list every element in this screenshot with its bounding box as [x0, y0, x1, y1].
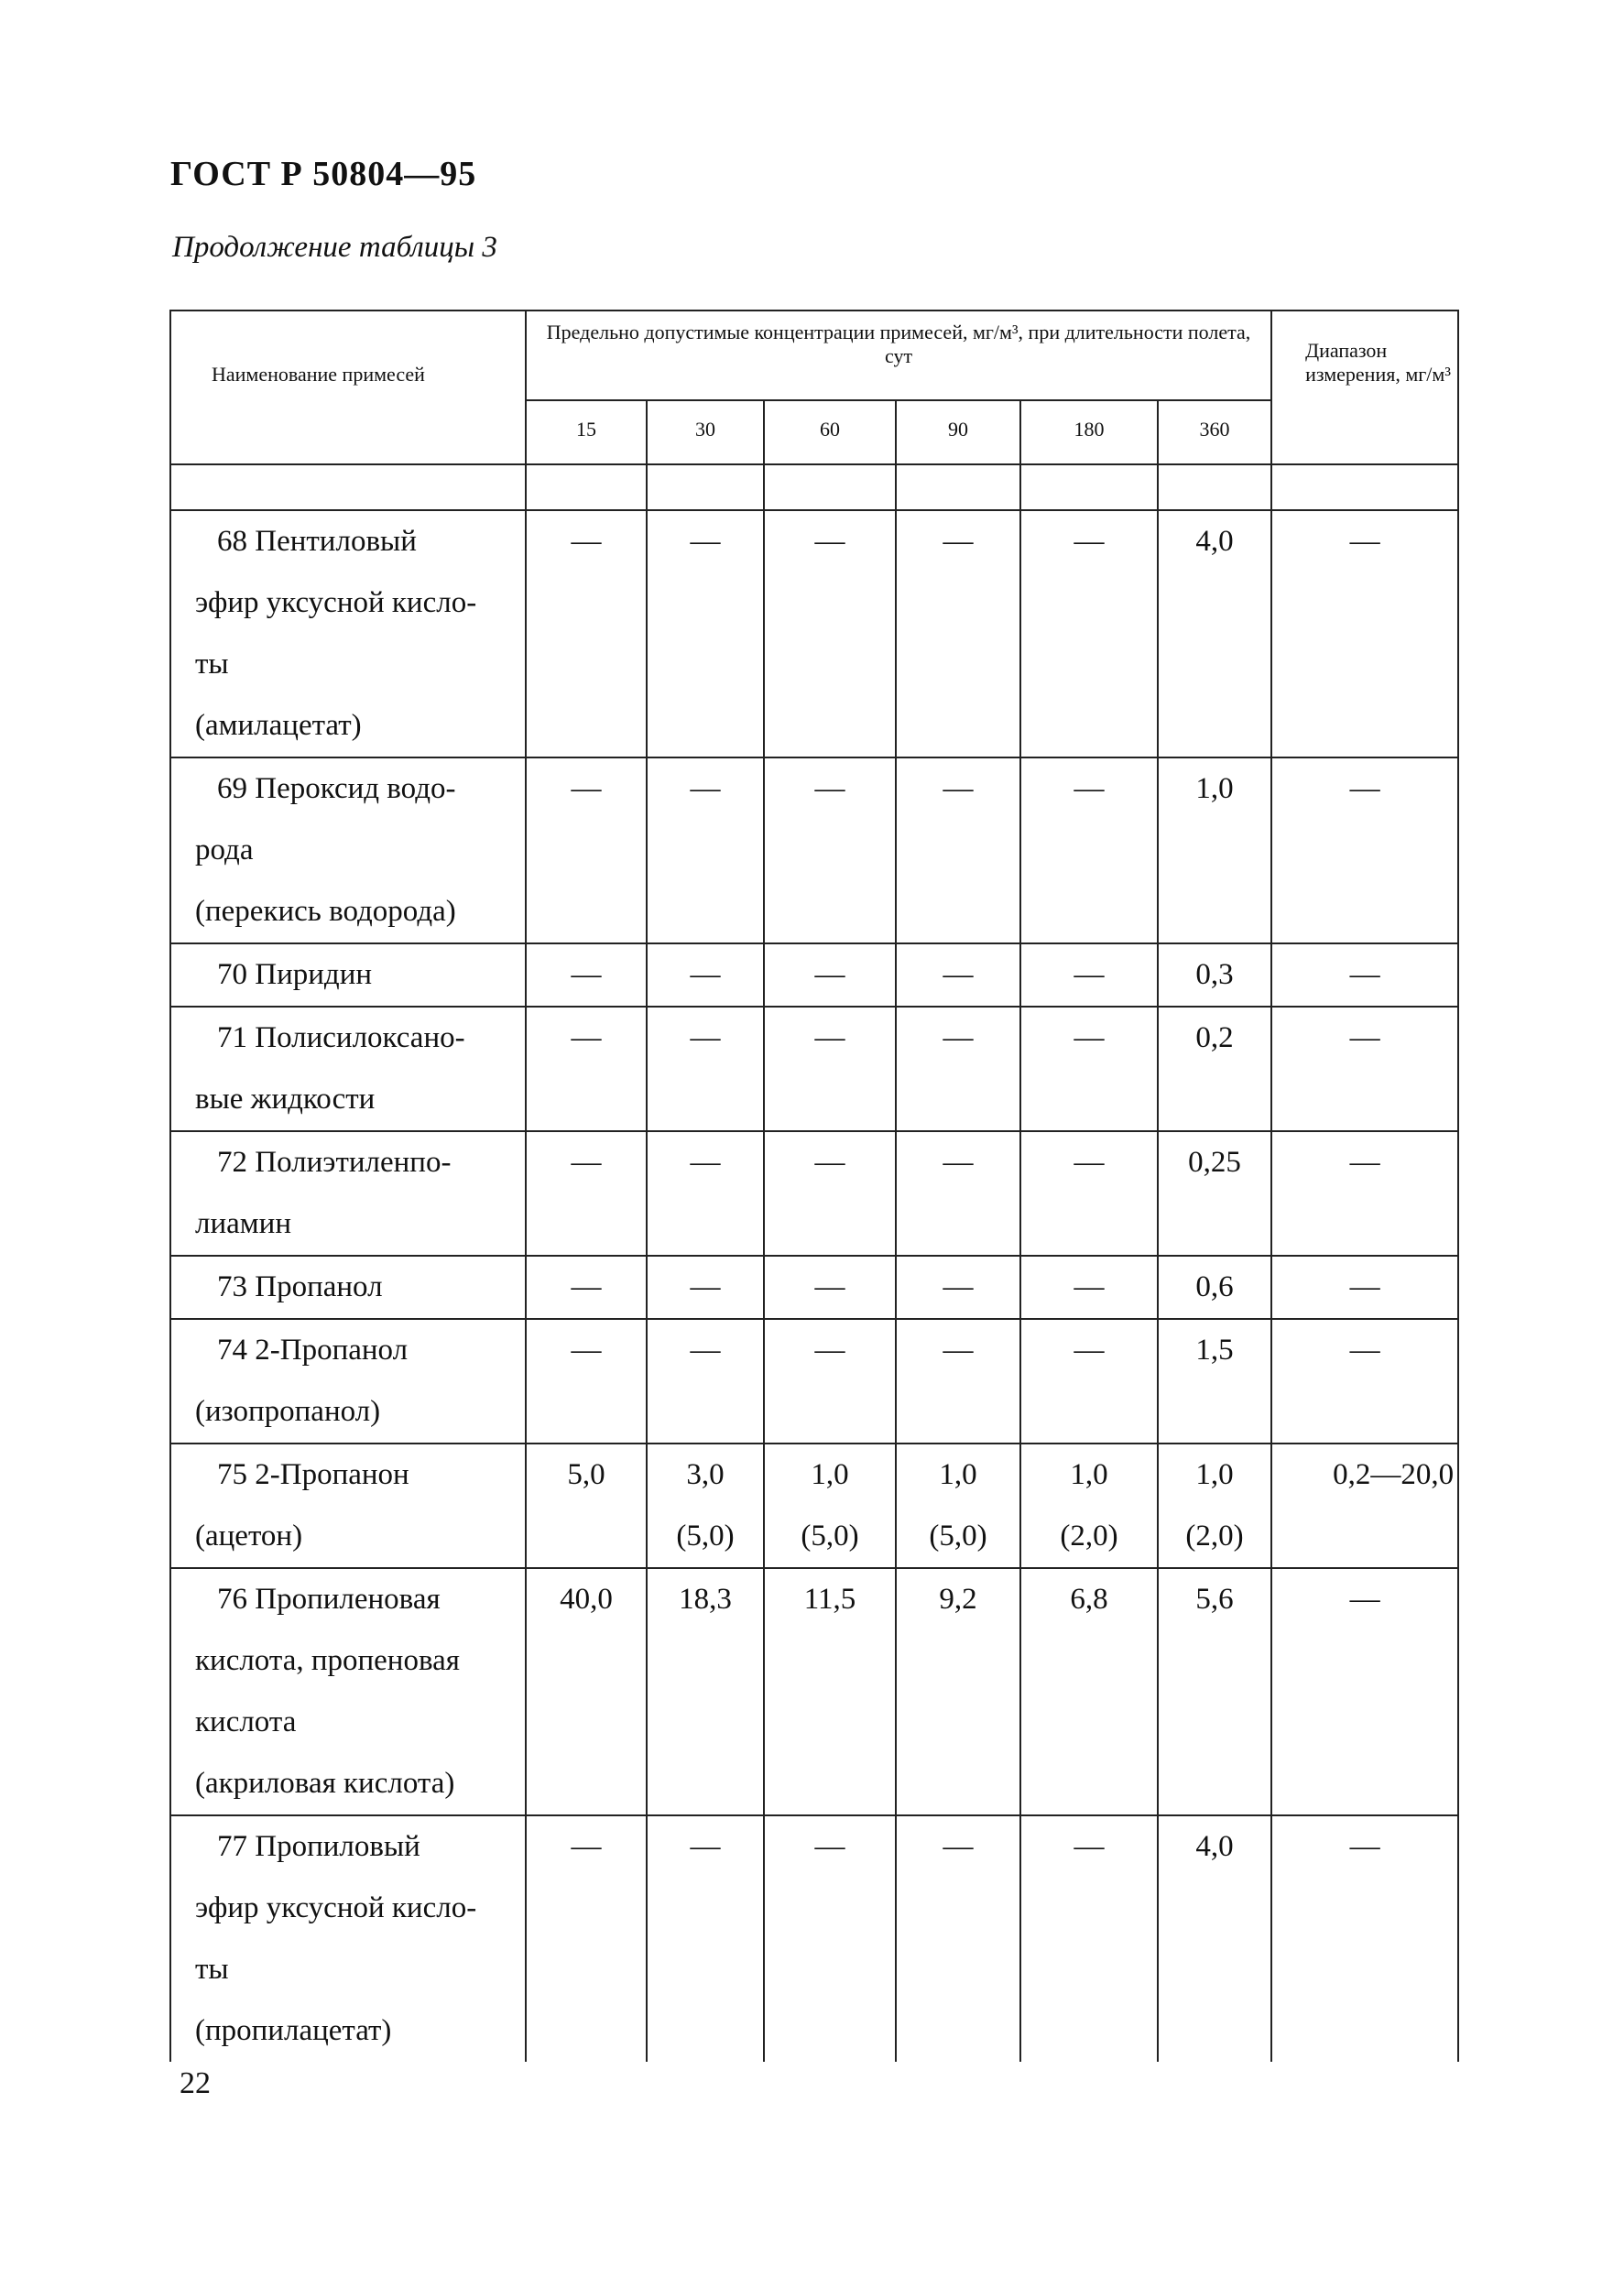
limit-value-cell	[647, 757, 764, 943]
limit-value: —	[814, 1270, 845, 1303]
limit-value: —	[571, 958, 602, 991]
impurity-name-line: 73 Пропанол	[217, 1270, 383, 1303]
limit-value-cell	[1158, 943, 1271, 1007]
limit-value: 0,3	[1195, 958, 1234, 991]
impurity-name-line: 77 Пропиловый	[217, 1830, 420, 1863]
limit-value-cell	[647, 1131, 764, 1256]
measurement-range-cell: —	[1271, 1568, 1458, 1815]
limit-value: —	[690, 1146, 721, 1179]
measurement-range-cell: —	[1271, 1256, 1458, 1319]
impurity-name-line: (изопропанол)	[195, 1395, 381, 1428]
impurity-name-line: вые жидкости	[195, 1083, 376, 1116]
limit-value: 5,0	[567, 1458, 605, 1491]
limit-value-cell	[896, 1256, 1020, 1319]
limit-value-cell	[764, 1444, 896, 1568]
limit-value-cell	[1158, 1131, 1271, 1256]
measurement-range-cell: —	[1271, 1131, 1458, 1256]
impurity-name-line: (перекись водорода)	[195, 895, 456, 928]
table-row	[170, 1444, 1458, 1568]
table-row	[170, 1568, 1458, 1815]
limit-value-cell	[1020, 1319, 1158, 1444]
limit-value: 6,8	[1070, 1583, 1108, 1616]
limit-value: 40,0	[560, 1583, 613, 1616]
table-row	[170, 1256, 1458, 1319]
impurity-name-cell	[170, 1131, 526, 1256]
limit-value-cell	[1020, 1131, 1158, 1256]
impurity-name-cell	[170, 943, 526, 1007]
limit-value: 4,0	[1195, 525, 1234, 558]
limit-value: —	[943, 1830, 974, 1863]
impurity-name-line: рода	[195, 833, 254, 866]
limit-value: 0,25	[1188, 1146, 1241, 1179]
limit-value-cell	[896, 1444, 1020, 1568]
limit-value: —	[1074, 1270, 1105, 1303]
limit-value: —	[571, 1830, 602, 1863]
limit-value: 1,0	[1195, 1458, 1234, 1491]
limit-value: —	[1074, 525, 1105, 558]
limit-value: —	[690, 1334, 721, 1367]
limit-value: (5,0)	[801, 1520, 859, 1553]
limit-value: —	[814, 1021, 845, 1054]
limit-value: (2,0)	[1060, 1520, 1118, 1553]
limit-value-cell	[764, 510, 896, 757]
limit-value: 1,0	[939, 1458, 977, 1491]
impurity-name-cell	[170, 1444, 526, 1568]
limit-value: (5,0)	[929, 1520, 987, 1553]
limit-value-cell	[526, 1319, 647, 1444]
impurity-name-line: лиамин	[195, 1207, 291, 1240]
duration-header: 360	[1158, 400, 1271, 464]
limit-value-cell	[1020, 1444, 1158, 1568]
limit-value: —	[814, 1146, 845, 1179]
limit-value: —	[571, 1334, 602, 1367]
table-row	[170, 757, 1458, 943]
impurity-name-line: 74 2-Пропанол	[217, 1334, 409, 1367]
limit-value: 3,0	[686, 1458, 725, 1491]
limit-value: —	[814, 772, 845, 805]
measurement-range-cell: —	[1271, 943, 1458, 1007]
limit-value: —	[943, 525, 974, 558]
limit-value-cell	[526, 1256, 647, 1319]
table-caption: Продолжение таблицы 3	[172, 231, 497, 264]
limit-value: —	[690, 1270, 721, 1303]
measurement-range-cell: 0,2—20,0	[1271, 1444, 1458, 1568]
limit-value-cell	[526, 943, 647, 1007]
limit-value-cell	[896, 1131, 1020, 1256]
limit-value-cell	[764, 1131, 896, 1256]
limit-value-cell	[647, 1256, 764, 1319]
limit-value: —	[943, 1146, 974, 1179]
column-header-name: Наименование примесей	[170, 311, 526, 464]
limit-value: —	[814, 1334, 845, 1367]
table-row	[170, 1319, 1458, 1444]
limit-value: 18,3	[679, 1583, 732, 1616]
limit-value-cell	[526, 1007, 647, 1131]
impurity-name-cell	[170, 1256, 526, 1319]
limit-value: —	[1074, 1830, 1105, 1863]
impurity-name-line: (пропилацетат)	[195, 2014, 392, 2047]
impurity-name-line: ты	[195, 1953, 229, 1986]
limit-value-cell	[896, 1007, 1020, 1131]
limit-value-cell	[896, 943, 1020, 1007]
duration-header: 30	[647, 400, 764, 464]
impurity-name-line: кислота	[195, 1705, 297, 1738]
limit-value: 1,0	[1070, 1458, 1108, 1491]
impurity-name-line: 68 Пентиловый	[217, 525, 417, 558]
limit-value: —	[943, 772, 974, 805]
limit-value-cell	[647, 1444, 764, 1568]
limit-value-cell	[764, 1319, 896, 1444]
impurity-name-line: эфир уксусной кисло-	[195, 586, 477, 619]
limit-value: 1,5	[1195, 1334, 1234, 1367]
limit-value-cell	[526, 1568, 647, 1815]
limit-value-cell	[896, 1319, 1020, 1444]
measurement-range-cell: —	[1271, 510, 1458, 757]
table-row	[170, 510, 1458, 757]
limit-value-cell	[764, 1007, 896, 1131]
limit-value: —	[690, 958, 721, 991]
duration-header: 90	[896, 400, 1020, 464]
duration-header: 180	[1020, 400, 1158, 464]
impurity-name-line: ты	[195, 648, 229, 681]
limit-value: 4,0	[1195, 1830, 1234, 1863]
limit-value: 0,6	[1195, 1270, 1234, 1303]
limit-value-cell	[1020, 1007, 1158, 1131]
limit-value: 0,2	[1195, 1021, 1234, 1054]
limit-value: —	[1074, 1146, 1105, 1179]
impurity-name-line: 69 Пероксид водо-	[217, 772, 456, 805]
duration-header: 15	[526, 400, 647, 464]
impurity-name-line: кислота, пропеновая	[195, 1644, 460, 1677]
impurity-name-cell	[170, 1815, 526, 2062]
limit-value-cell	[647, 1319, 764, 1444]
limit-value: 1,0	[1195, 772, 1234, 805]
impurity-limits-table	[169, 310, 1459, 2062]
limit-value-cell	[896, 757, 1020, 943]
limit-value: —	[1074, 1021, 1105, 1054]
limit-value-cell	[764, 1256, 896, 1319]
impurity-name-line: (ацетон)	[195, 1520, 303, 1553]
impurity-name-cell	[170, 1319, 526, 1444]
limit-value-cell	[647, 943, 764, 1007]
limit-value-cell	[526, 1444, 647, 1568]
impurity-name-cell	[170, 757, 526, 943]
limit-value: (5,0)	[676, 1520, 735, 1553]
limit-value-cell	[764, 757, 896, 943]
limit-value: —	[571, 772, 602, 805]
limit-value-cell	[526, 1815, 647, 2062]
limit-value-cell	[1158, 1007, 1271, 1131]
limit-value-cell	[764, 1815, 896, 2062]
limit-value-cell	[647, 1568, 764, 1815]
limit-value: (2,0)	[1185, 1520, 1244, 1553]
limit-value-cell	[1158, 510, 1271, 757]
table-row	[170, 1131, 1458, 1256]
limit-value-cell	[1158, 1815, 1271, 2062]
impurity-name-line: 75 2-Пропанон	[217, 1458, 409, 1491]
limit-value-cell	[526, 1131, 647, 1256]
measurement-range-cell: —	[1271, 1815, 1458, 2062]
spacer-row	[170, 464, 1458, 510]
limit-value: —	[1074, 1334, 1105, 1367]
impurity-name-line: эфир уксусной кисло-	[195, 1891, 477, 1924]
impurity-name-line: 72 Полиэтиленпо-	[217, 1146, 452, 1179]
limit-value-cell	[1020, 510, 1158, 757]
limit-value: —	[943, 1021, 974, 1054]
duration-header: 60	[764, 400, 896, 464]
limit-value-cell	[647, 1815, 764, 2062]
limit-value: 11,5	[803, 1583, 856, 1616]
limit-value-cell	[896, 1568, 1020, 1815]
limit-value-cell	[764, 943, 896, 1007]
limit-value: —	[571, 1146, 602, 1179]
limit-value: 5,6	[1195, 1583, 1234, 1616]
limit-value-cell	[647, 510, 764, 757]
impurity-name-line: (амилацетат)	[195, 709, 362, 742]
limit-value-cell	[526, 757, 647, 943]
limit-value: 9,2	[939, 1583, 977, 1616]
table-row	[170, 943, 1458, 1007]
limit-value: —	[1074, 772, 1105, 805]
limit-value-cell	[1158, 1319, 1271, 1444]
page-number: 22	[180, 2066, 211, 2100]
measurement-range-cell: —	[1271, 757, 1458, 943]
limit-value: —	[814, 525, 845, 558]
limit-value: —	[814, 958, 845, 991]
column-header-limits: Предельно допустимые концентрации примесей, мг/м³, при длительности полета, сут	[526, 311, 1271, 400]
limit-value: 1,0	[811, 1458, 849, 1491]
measurement-range-cell: —	[1271, 1007, 1458, 1131]
limit-value-cell	[526, 510, 647, 757]
limit-value: —	[690, 1830, 721, 1863]
limit-value-cell	[896, 1815, 1020, 2062]
limit-value: —	[571, 525, 602, 558]
limit-value-cell	[1020, 1568, 1158, 1815]
limit-value: —	[571, 1021, 602, 1054]
column-header-range: Диапазон измерения, мг/м³	[1271, 311, 1458, 464]
limit-value: —	[943, 958, 974, 991]
limit-value-cell	[1020, 943, 1158, 1007]
measurement-range-cell: —	[1271, 1319, 1458, 1444]
limit-value-cell	[647, 1007, 764, 1131]
impurity-name-line: (акриловая кислота)	[195, 1767, 455, 1800]
impurity-name-cell	[170, 510, 526, 757]
limit-value: —	[1074, 958, 1105, 991]
limit-value-cell	[1020, 1256, 1158, 1319]
limit-value: —	[571, 1270, 602, 1303]
impurity-name-cell	[170, 1568, 526, 1815]
impurity-name-line: 70 Пиридин	[217, 958, 373, 991]
limit-value-cell	[1020, 1815, 1158, 2062]
limit-value-cell	[1158, 1256, 1271, 1319]
limit-value: —	[690, 525, 721, 558]
impurity-name-line: 76 Пропиленовая	[217, 1583, 441, 1616]
limit-value-cell	[896, 510, 1020, 757]
impurity-name-line: 71 Полисилоксано-	[217, 1021, 465, 1054]
table-row	[170, 1815, 1458, 2062]
table-row	[170, 1007, 1458, 1131]
limit-value-cell	[1020, 757, 1158, 943]
limit-value: —	[943, 1334, 974, 1367]
impurity-name-cell	[170, 1007, 526, 1131]
limit-value: —	[690, 772, 721, 805]
limit-value-cell	[1158, 1568, 1271, 1815]
limit-value-cell	[764, 1568, 896, 1815]
limit-value-cell	[1158, 1444, 1271, 1568]
limit-value: —	[814, 1830, 845, 1863]
limit-value: —	[690, 1021, 721, 1054]
limit-value: —	[943, 1270, 974, 1303]
limit-value-cell	[1158, 757, 1271, 943]
standard-id: ГОСТ Р 50804—95	[170, 155, 477, 193]
